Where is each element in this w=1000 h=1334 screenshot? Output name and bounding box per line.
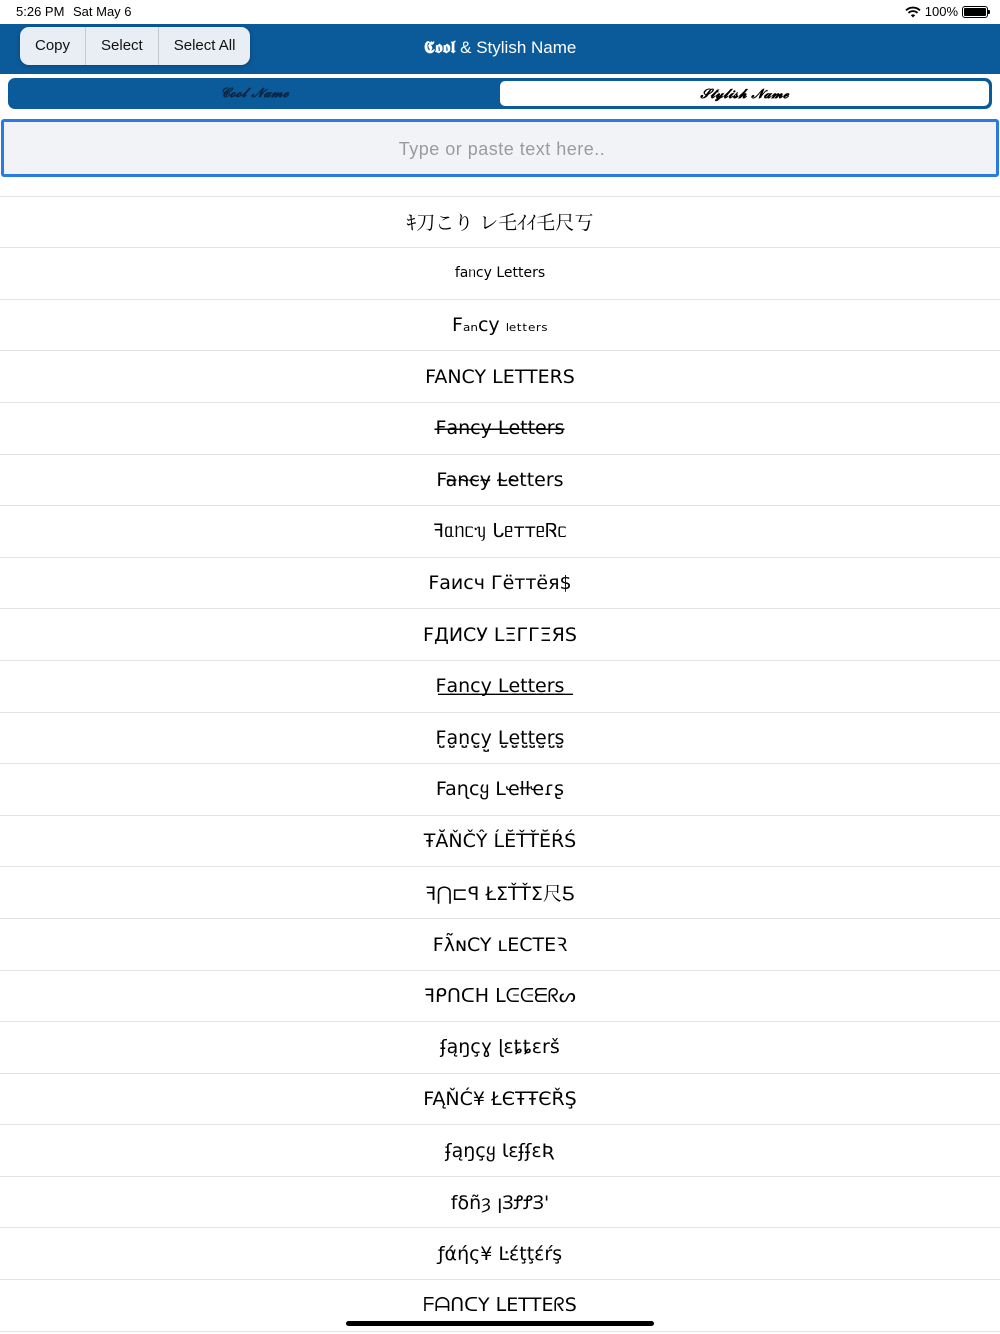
result-row[interactable] <box>0 403 1000 455</box>
battery-percent: 100% <box>924 4 958 19</box>
status-bar <box>0 0 1000 24</box>
battery-icon <box>962 6 988 18</box>
result-text: F̶a̶n̶c̶y̶ ̶L̶e̶t̶t̶e̶r̶s̶ <box>435 417 565 440</box>
result-row[interactable] <box>0 558 1000 610</box>
result-text: ꟻᑭᑎᑕᕼ ᒪᕮᕮᗴᖇᔕ <box>424 984 576 1007</box>
result-row[interactable] <box>0 661 1000 713</box>
result-text: ꟻ⋂⊏ꟼ ŁΣŤŤΣ尺Ƽ <box>425 883 575 906</box>
result-row[interactable] <box>0 1228 1000 1280</box>
result-text: F̤̮a̤̮n̤̮c̤̮y̤̮ L̤̮e̤̮t̤̮t̤̮e̤̮r̤̮s̤̮ <box>435 726 565 749</box>
select-button[interactable]: Select <box>86 27 159 65</box>
result-text: Fλ̃ɴCY ʟECTEꝚ <box>432 934 568 957</box>
result-row[interactable] <box>0 248 1000 300</box>
nav-title-rest: & Stylish Name <box>455 38 577 57</box>
status-date: Sat May 6 <box>73 4 132 19</box>
status-time: 5:26 PM <box>16 4 65 19</box>
text-input-container <box>1 119 999 177</box>
text-input[interactable] <box>4 122 1000 176</box>
result-row[interactable] <box>0 300 1000 352</box>
result-text: F͟a͟n͟c͟y͟ L͟e͟t͟t͟e͟r͟s͟ <box>435 675 565 698</box>
result-row[interactable] <box>0 919 1000 971</box>
segment-cool-name[interactable]: 𝓒𝓸𝓸𝓵 𝓝𝓪𝓶𝓮 <box>10 80 499 107</box>
result-text: Fₐₙcy ₗₑₜₜₑᵣₛ <box>452 314 548 337</box>
result-text: ꟻᥲᥒᥴᥡ ᒐᥱᴛᴛᥱᏒᥴ <box>433 520 567 543</box>
status-right <box>905 4 988 19</box>
result-text: FДИCУ LΞГГΞЯS <box>423 623 577 646</box>
name-style-segmented-control <box>8 78 992 109</box>
result-row[interactable] <box>0 1074 1000 1126</box>
result-text: Fa̴n̴c̴y̴ L̴e̴tters <box>436 468 564 491</box>
result-row[interactable] <box>0 197 1000 249</box>
result-text: Fаисч Гёттёя$ <box>428 572 572 595</box>
result-text: ᖴᗩᑎᑕY ᒪEТТEᖇS <box>423 1294 577 1317</box>
result-row[interactable] <box>0 1022 1000 1074</box>
result-row[interactable] <box>0 867 1000 919</box>
result-row[interactable] <box>0 713 1000 765</box>
result-text: FANCY LETTERS <box>425 365 575 388</box>
result-text: FĄŇĆ¥ ŁЄŦŦЄŘŞ <box>423 1087 577 1110</box>
edit-menu <box>20 27 250 65</box>
result-row[interactable] <box>0 816 1000 868</box>
results-list <box>0 145 1000 1334</box>
result-text: ʄąŋçɣ ɭɛȶȶɛrš <box>440 1036 560 1059</box>
result-row[interactable] <box>0 351 1000 403</box>
result-text: fδñȝ ꞁꞫꝬꝬꞫꞌ <box>450 1192 550 1215</box>
nav-title-fancy: 𝕮𝖔𝖔𝖑 <box>423 38 456 58</box>
result-text: faᥒcy Letters <box>454 265 546 282</box>
result-row[interactable] <box>0 1177 1000 1229</box>
result-text: ｷ刀こり レ乇ｲｲ乇尺丂 <box>406 212 594 235</box>
result-row[interactable] <box>0 609 1000 661</box>
result-row[interactable] <box>0 971 1000 1023</box>
wifi-icon <box>905 6 921 18</box>
result-row[interactable] <box>0 1125 1000 1177</box>
result-text: ʄąŋçყ ƖɛʄʄɛƦ <box>445 1139 555 1162</box>
result-row[interactable] <box>0 506 1000 558</box>
result-row[interactable] <box>0 764 1000 816</box>
result-text: Faɳcყ Lҽƚƚҽɾʂ <box>435 778 565 801</box>
result-text: ƒάής¥ Ŀέţţέŕş <box>437 1242 563 1265</box>
home-indicator <box>346 1321 654 1326</box>
select-all-button[interactable]: Select All <box>173 37 236 54</box>
result-row[interactable] <box>0 455 1000 507</box>
copy-button[interactable]: Copy <box>20 27 86 65</box>
segment-stylish-name[interactable]: 𝓢𝓽𝔂𝓵𝓲𝓼𝓱 𝓝𝓪𝓶𝓮 <box>500 81 989 106</box>
result-text: ŦĂŇČŶ ĹĔŤŤĔŔŚ <box>423 830 577 853</box>
